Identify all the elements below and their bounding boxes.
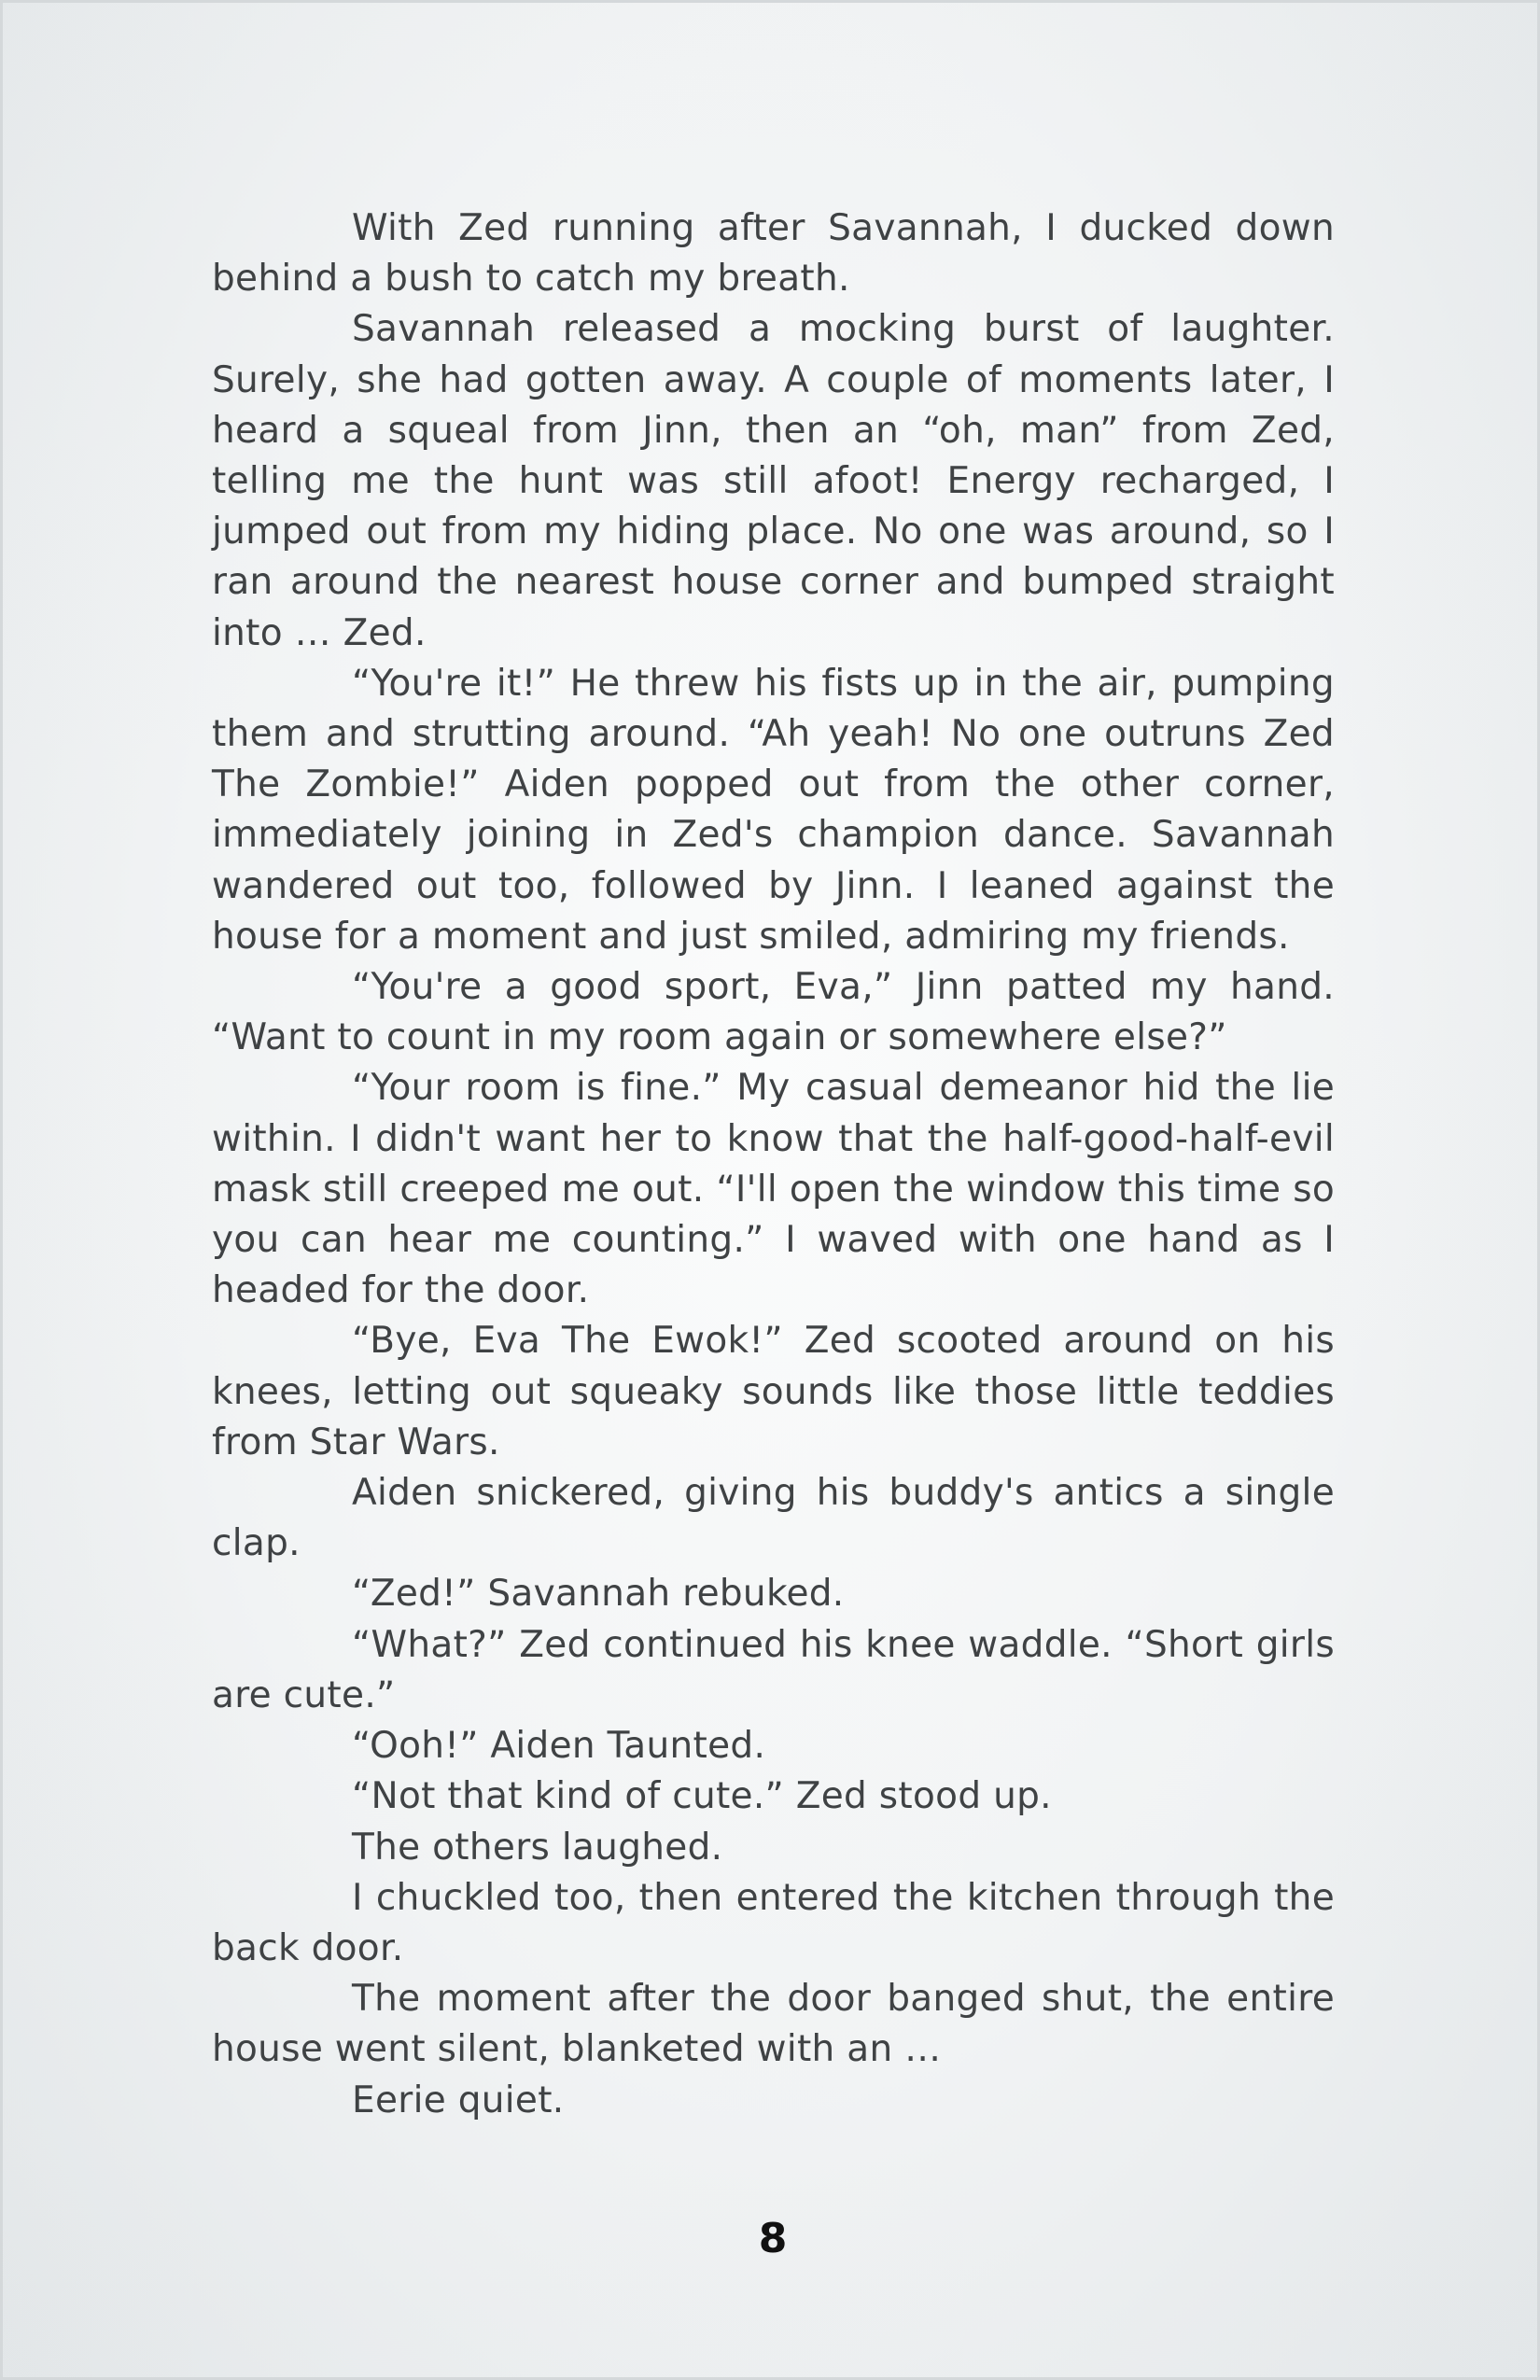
paragraph: Aiden snickered, giving his buddy's antics a single clap. <box>212 1472 1335 1565</box>
paragraph: “Zed!” Savannah rebuked. <box>352 1573 845 1616</box>
paragraph: “Ooh!” Aiden Taunted. <box>352 1725 766 1768</box>
paragraph: “Bye, Eva The Ewok!” Zed scooted around on his knees, letting out squeaky sounds like those little teddies from Star Wars. <box>212 1320 1335 1463</box>
paragraph: “You're a good sport, Eva,” Jinn patted my hand. “Want to count in my room again or somewhere else?” <box>212 966 1335 1059</box>
paragraph: Savannah released a mocking burst of laughter. Surely, she had gotten away. A couple of moments later, I heard a squeal from Jinn, then an “oh, man” from Zed, telling me the hunt was still afoot! Energy recharged, I jumped out from my hiding place. No one was around, so I ran around the nearest house corner and bumped straight into … Zed. <box>212 308 1335 654</box>
paragraph: The others laughed. <box>352 1826 723 1869</box>
page-number: 8 <box>758 2215 788 2262</box>
paragraph: “You're it!” He threw his fists up in the air, pumping them and strutting around. “Ah yeah! No one outruns Zed The Zombie!” Aiden popped out from the other corner, immediately joining in Zed's champion dance. Savannah wandered out too, followed by Jinn. I leaned against the house for a moment and just smiled, admiring my friends. <box>212 662 1335 958</box>
paragraph: “Not that kind of cute.” Zed stood up. <box>352 1775 1052 1818</box>
paragraph: “Your room is fine.” My casual demeanor hid the lie within. I didn't want her to know that the half-good-half-evil mask still creeped me out. “I'll open the window this time so you can hear me counting.” I waved with one hand as I headed for the door. <box>212 1067 1335 1312</box>
paragraph: I chuckled too, then entered the kitchen through the back door. <box>212 1876 1335 1969</box>
body-text <box>212 203 1335 2126</box>
paragraph: With Zed running after Savannah, I ducked down behind a bush to catch my breath. <box>212 207 1335 301</box>
paragraph: Eerie quiet. <box>352 2079 565 2121</box>
paragraph: “What?” Zed continued his knee waddle. “Short girls are cute.” <box>212 1623 1335 1716</box>
paragraph: The moment after the door banged shut, the entire house went silent, blanketed with an … <box>212 1978 1335 2071</box>
